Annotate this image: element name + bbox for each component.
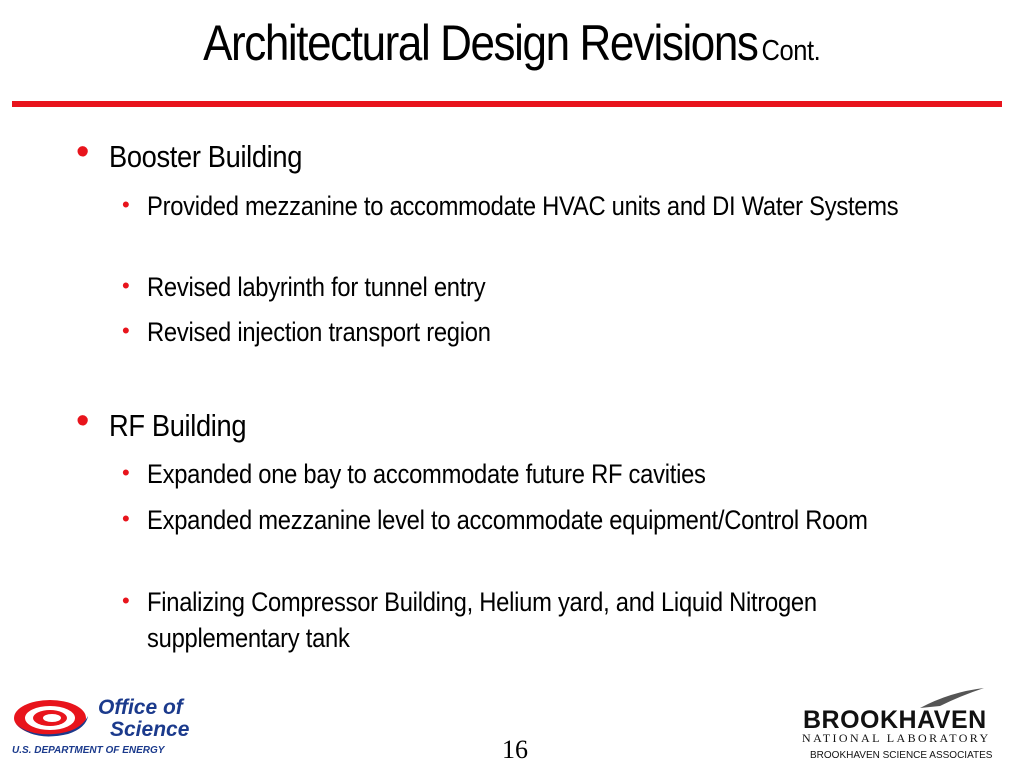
bnl-name: BROOKHAVEN <box>803 706 987 734</box>
brookhaven-logo <box>800 686 1012 762</box>
title-suffix: Cont. <box>761 35 821 67</box>
list-item-text: Revised labyrinth for tunnel entry <box>147 272 486 302</box>
list-item-text: Revised injection transport region <box>147 317 491 347</box>
list-item-text: Expanded one bay to accommodate future RF cavities <box>147 459 706 489</box>
list-item-text: Finalizing Compressor Building, Helium yard, and Liquid Nitrogen supplementary tank <box>147 587 817 653</box>
title-main: Architectural Design Revisions <box>203 15 758 71</box>
doe-line2: Science <box>110 718 190 741</box>
bullet-icon: • <box>122 192 130 217</box>
bullet-icon: • <box>122 588 130 613</box>
bullet-icon: • <box>122 273 130 298</box>
bnl-associates: BROOKHAVEN SCIENCE ASSOCIATES <box>810 750 993 761</box>
doe-tagline: U.S. DEPARTMENT OF ENERGY <box>12 745 165 756</box>
section-heading-text: Booster Building <box>109 139 303 174</box>
list-item-text: Expanded mezzanine level to accommodate equipment/Control Room <box>147 505 868 535</box>
bullet-icon: • <box>122 506 130 531</box>
bnl-subtitle: NATIONAL LABORATORY <box>802 731 991 745</box>
doe-line1: Office of <box>98 696 183 719</box>
bullet-icon: • <box>76 400 90 442</box>
page-number: 16 <box>502 735 528 764</box>
list-item-text: Provided mezzanine to accommodate HVAC units and DI Water Systems <box>147 191 899 221</box>
bnl-swoosh-icon <box>920 688 984 708</box>
office-of-science-logo <box>10 690 220 756</box>
bullet-icon: • <box>122 318 130 343</box>
bullet-icon: • <box>76 131 90 173</box>
bullet-icon: • <box>122 460 130 485</box>
doe-swirl-icon <box>14 700 88 736</box>
section-heading-text: RF Building <box>109 408 247 443</box>
